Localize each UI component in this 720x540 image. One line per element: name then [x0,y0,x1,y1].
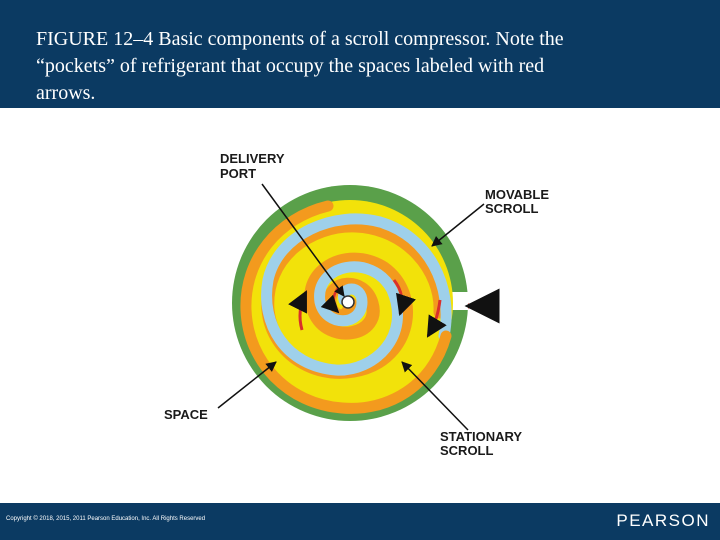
label-movable-scroll: SCROLL [485,201,539,216]
label-stationary: STATIONARY [440,429,523,444]
figure-title [36,26,696,107]
label-delivery: DELIVERY [220,151,285,166]
scroll-compressor-diagram [150,140,570,470]
label-stationary-scroll: SCROLL [440,443,494,458]
title-line-3: arrows. [36,82,96,104]
title-line-2: “pockets” of refrigerant that occupy the spaces labeled with red [36,55,545,77]
pearson-logo: PEARSON [616,511,710,530]
label-space: SPACE [164,407,208,422]
label-movable: MOVABLE [485,187,550,202]
movable-scroll-leader [432,204,484,246]
copyright-text: Copyright © 2018, 2015, 2011 Pearson Education, Inc. All Rights Reserved [6,516,206,522]
footer-bar [0,503,720,540]
label-port: PORT [220,166,257,181]
header-bar [0,0,720,108]
title-line-1: FIGURE 12–4 Basic components of a scroll compressor. Note the [36,28,564,50]
delivery-port [342,296,354,308]
